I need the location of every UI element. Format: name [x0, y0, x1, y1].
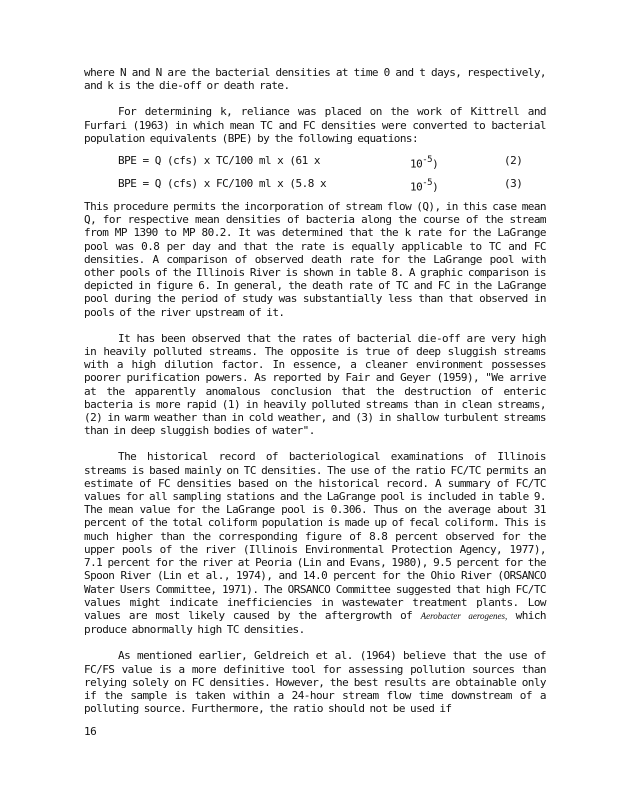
paragraph-historical-record-text: The historical record of bacteriological examinations of Illinois streams is based mainly on TC densities. The use of the ratio FC/TC permits an estimate of FC densities based on the historical record. A summary of FC/TC values for all sampling stations and the LaGrange pool is included in table 9. The mean value for the LaGrange pool is 0.306. Thus on the average about 31 percent of the total coliform population is made up of fecal coliform. This is much higher than the corresponding figure of 8.8 percent observed for the upper pools of the river (Illinois Environmental Protection Agency, 1977), 7.1 percent for the river at Peoria (Lin and Evans, 1980), 9.5 percent for the Spoon River (Lin et al., 1974), and 14.0 percent for the Ohio River (ORSANCO Water Users Committee, 1971). The ORSANCO Committee suggested that high FC/TC values might indicate inefficiencies in wastewater treatment plants. Low values are most likely caused by the aftergrowth of [84, 450, 546, 622]
intro-paragraph: where N and N are the bacterial densities at time 0 and t days, respectively, and k is the die-off or death rate. [84, 66, 546, 93]
paragraph-bpe-procedure: This procedure permits the incorporation of stream flow (Q), in this case mean Q, for respective mean densities of bacteria along the course of the stream from MP 1390 to MP 80.2. It was determined that the k rate for the LaGrange pool was 0.8 per day and that the rate is equally applicable to TC and FC densities. A comparison of observed death rate for the LaGrange pool with other pools of the Illinois River is shown in table 8. A graphic comparison is depicted in figure 6. In general, the death rate of TC and FC in the LaGrange pool during the period of study was substantially less than that observed in pools of the river upstream of it. [84, 200, 546, 319]
paragraph-historical-record-end: which produce abnormally high TC densities. [84, 608, 546, 637]
equation-3 [84, 177, 546, 194]
paragraph-death-rate-method: For determining k, reliance was placed on the work of Kittrell and Furfari (1963) in which mean TC and FC densities were converted to bacterial population equivalents (BPE) by the following equations: [84, 105, 546, 145]
paragraph-die-off-rates: It has been observed that the rates of bacterial die-off are very high in heavily polluted streams. The opposite is true of deep sluggish streams with a high dilution factor. In essence, a cleaner environment possesses poorer purification powers. As reported by Fair and Geyer (1959), "We arrive at the apparently anomalous conclusion that the destruction of enteric bacteria is more rapid (1) in heavily polluted streams than in clean streams, (2) in warm weather than in cold weather, and (3) in shallow turbulent streams than in deep sluggish bodies of water". [84, 331, 546, 438]
equation-2-expression: BPE = Q (cfs) x TC/100 ml x (61 x [118, 154, 321, 168]
page-body [84, 66, 546, 715]
paragraph-historical-record [84, 450, 546, 636]
equation-2-number: (2) [504, 154, 523, 168]
paragraph-fc-fs-ratio: As mentioned earlier, Geldreich et al. (1964) believe that the use of FC/FS value is a more definitive tool for assessing pollution sources than relying solely on FC densities. However, the best results are obtainable only if the sample is taken within a 24-hour stream flow time downstream of a polluting source. Furthermore, the ratio should not be used if [84, 649, 546, 716]
equation-2 [84, 154, 546, 171]
page-number: 16 [84, 725, 97, 738]
equation-2-exponent: $10^{-5}$) [410, 155, 439, 171]
equation-3-expression: BPE = Q (cfs) x FC/100 ml x (5.8 x [118, 177, 327, 191]
equation-3-number: (3) [504, 177, 523, 191]
equation-3-exponent: $10^{-5}$) [410, 178, 439, 194]
species-name: Aerobacter aerogenes, [420, 610, 508, 621]
